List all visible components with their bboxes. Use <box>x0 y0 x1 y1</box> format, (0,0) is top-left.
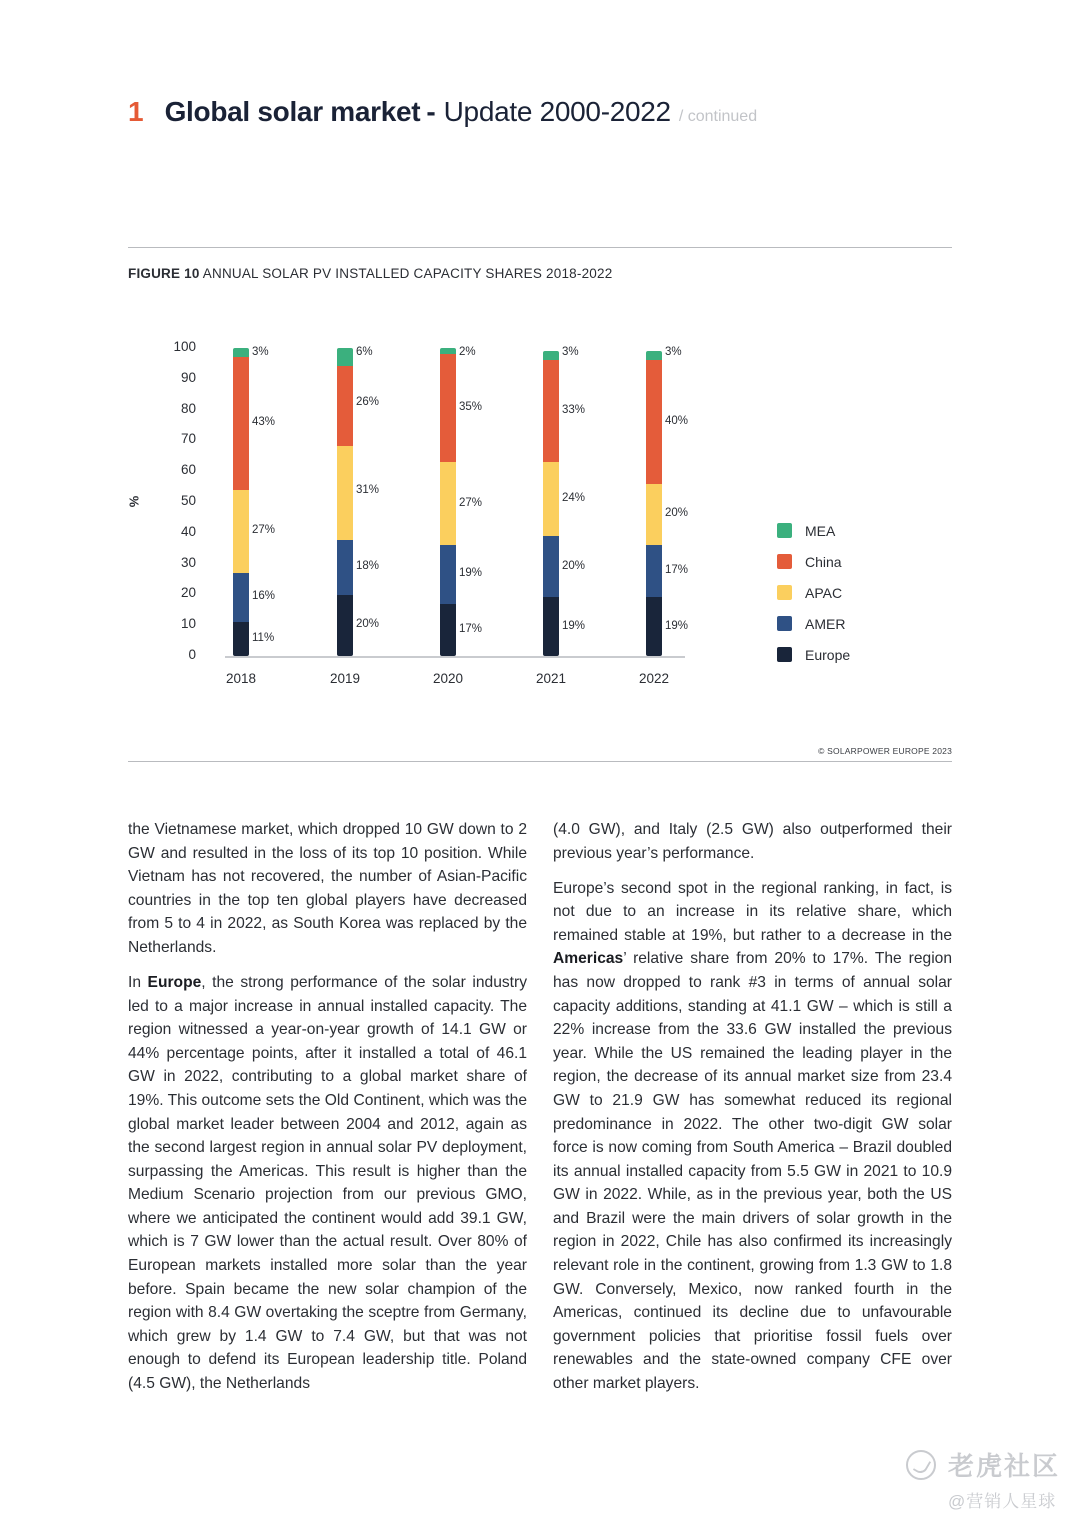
bar-segment-apac <box>440 462 456 545</box>
legend-swatch-icon <box>777 616 792 631</box>
data-label: 11% <box>252 632 275 645</box>
bar-segment-china <box>337 366 353 445</box>
figure-caption <box>128 266 612 281</box>
data-label: 19% <box>562 619 586 632</box>
data-label: 16% <box>252 590 276 603</box>
data-label: 35% <box>459 401 483 414</box>
figure-bottom-divider <box>128 761 952 762</box>
y-tick-label: 50 <box>180 493 196 508</box>
body-column-right <box>553 818 952 1407</box>
bar-segment-amer <box>233 573 249 622</box>
y-tick-label: 90 <box>180 369 196 385</box>
legend-label: APAC <box>805 584 843 601</box>
y-tick-label: 0 <box>188 647 196 662</box>
bar-2021 <box>543 348 559 656</box>
bar-segment-europe <box>337 595 353 656</box>
data-label: 27% <box>459 496 483 509</box>
bar-segment-amer <box>337 540 353 595</box>
bar-segment-china <box>440 354 456 462</box>
legend-item-mea <box>777 515 850 546</box>
data-label: 17% <box>665 564 689 577</box>
title-separator: - <box>426 96 436 127</box>
bar-segment-amer <box>543 536 559 598</box>
legend-label: China <box>805 553 842 570</box>
emphasis-europe: Europe <box>147 973 202 991</box>
paragraph-europe <box>128 971 527 1396</box>
bar-segment-apac <box>337 446 353 541</box>
bar-segment-china <box>233 357 249 489</box>
bar-segment-europe <box>543 597 559 656</box>
data-label: 33% <box>562 404 586 417</box>
bar-2022 <box>646 348 662 656</box>
y-axis-label: % <box>126 495 142 508</box>
y-tick-label: 80 <box>180 400 196 416</box>
y-tick-label: 70 <box>180 431 196 447</box>
data-label: 3% <box>252 346 269 358</box>
paragraph-text: ’ relative share from 20% to 17%. The region has now dropped to rank #3 in terms of annual solar capacity additions, standing at 41.1 GW – which is still a 22% increase from the 33.6 GW installed the previous year. While the US remained the leading player in the region, the decrease of its annual market size from 23.4 GW to 21.9 GW has somewhat reduced its regional predominance in 2022. The other two-digit GW solar force is now coming from South America – Brazil doubled its annual installed capacity from 5.5 GW in 2021 to 10.9 GW in 2022. While, as in the previous year, both the US and Brazil were the main drivers of solar growth in the region in 2022, Chile has also confirmed its increasingly relevant role in the continent, growing from 1.3 GW to 1.8 GW. Conversely, Mexico, now ranked fourth in the Americas, continued its decline due to unfavourable government policies that prioritise fossil fuels over renewables and the state-owned company CFE over other market players. <box>553 950 952 1393</box>
data-label: 19% <box>459 567 483 580</box>
bar-segment-mea <box>233 348 249 357</box>
page-title: Global solar market <box>164 96 421 127</box>
data-label: 43% <box>252 416 276 429</box>
legend-swatch-icon <box>777 523 792 538</box>
bar-segment-amer <box>440 545 456 604</box>
bar-segment-mea <box>646 351 662 360</box>
paragraph: (4.0 GW), and Italy (2.5 GW) also outperformed their previous year’s performance. <box>553 821 952 862</box>
y-tick-label: 40 <box>180 523 196 539</box>
legend-swatch-icon <box>777 585 792 600</box>
legend-swatch-icon <box>777 554 792 569</box>
watermark-main: 老虎社区 <box>948 1451 1061 1481</box>
figure-number: FIGURE 10 <box>128 266 200 281</box>
x-tick-label: 2021 <box>535 671 567 686</box>
bar-segment-europe <box>646 597 662 656</box>
chart-legend <box>777 515 850 670</box>
paragraph-text: , the strong performance of the solar industry led to a major increase in annual installed capacity. The region witnessed a year-on-year growth of 14.1 GW or 44% percentage points, after it installed a total of 46.1 GW in 2022, contributing to a global market share of 19%. This outcome sets the Old Continent, which was the global market leader between 2004 and 2012, again as the second largest region in annual solar PV deployment, surpassing the Americas. This result is higher than the Medium Scenario projection from our previous GMO, where we anticipated the continent would add 39.1 GW, which is 7 GW lower than the actual result. Over 80% of European markets installed more solar than the year before. Spain became the new solar champion of the region with 8.4 GW overtaking the sceptre from Germany, which grew by 1.4 GW to 7.4 GW, but that was not enough to defend its European leadership title. Poland (4.5 GW), the Netherlands <box>128 973 527 1393</box>
legend-swatch-icon <box>777 647 792 662</box>
data-label: 20% <box>665 507 689 520</box>
data-label: 31% <box>356 484 380 497</box>
bar-2020 <box>440 348 456 656</box>
chapter-number: 1 <box>128 96 144 127</box>
y-tick-label: 60 <box>180 462 196 478</box>
figure-copyright: © SOLARPOWER EUROPE 2023 <box>818 746 952 756</box>
legend-item-apac <box>777 577 850 608</box>
emphasis-americas: Americas <box>553 950 624 968</box>
data-label: 20% <box>356 618 380 631</box>
watermark <box>906 1446 1060 1512</box>
bar-segment-mea <box>337 348 353 366</box>
figure-top-divider <box>128 247 952 248</box>
paragraph-text: In <box>128 973 148 991</box>
data-label: 27% <box>252 524 276 537</box>
data-label: 18% <box>356 559 380 572</box>
bar-segment-mea <box>543 351 559 360</box>
y-tick-label: 100 <box>173 339 196 354</box>
data-label: 3% <box>665 346 682 358</box>
data-label: 26% <box>356 396 380 409</box>
x-tick-label: 2022 <box>638 671 670 686</box>
watermark-sub: @营销人星球 <box>948 1492 1057 1511</box>
legend-label: Europe <box>805 646 851 663</box>
tiger-community-logo-icon <box>906 1450 936 1480</box>
body-column-left <box>128 818 527 1407</box>
paragraph-text: Europe’s second spot in the regional ranking, in fact, is not due to an increase in its relative share, which remained stable at 19%, but rather to a decrease in the <box>553 879 952 944</box>
x-axis-line <box>225 656 685 658</box>
bar-segment-apac <box>543 462 559 536</box>
bar-segment-amer <box>646 545 662 597</box>
bar-segment-apac <box>646 484 662 546</box>
y-tick-label: 20 <box>180 585 196 601</box>
legend-item-amer <box>777 608 850 639</box>
figure-title: ANNUAL SOLAR PV INSTALLED CAPACITY SHARES 2018-2022 <box>202 266 613 281</box>
data-label: 20% <box>562 559 586 572</box>
data-label: 17% <box>459 622 483 635</box>
paragraph-americas <box>553 877 952 1396</box>
page-subtitle: Update 2000-2022 <box>443 96 671 127</box>
x-tick-label: 2020 <box>432 671 464 686</box>
data-label: 40% <box>665 414 689 427</box>
data-label: 2% <box>459 346 476 358</box>
bar-segment-china <box>543 360 559 462</box>
data-label: 6% <box>356 346 373 358</box>
paragraph: the Vietnamese market, which dropped 10 GW down to 2 GW and resulted in the loss of its top 10 position. While Vietnam has not recovered, the number of Asian-Pacific countries in the top ten global players have decreased from 5 to 4 in 2022, as South Korea was replaced by the Netherlands. <box>128 821 527 956</box>
bar-segment-europe <box>440 604 456 656</box>
legend-label: AMER <box>805 615 846 632</box>
x-tick-label: 2019 <box>329 671 361 686</box>
legend-label: MEA <box>805 522 836 539</box>
bar-segment-apac <box>233 490 249 573</box>
data-label: 24% <box>562 491 586 504</box>
continued-label: / continued <box>678 108 758 125</box>
y-tick-label: 10 <box>180 616 196 632</box>
bar-2019 <box>337 348 353 656</box>
y-tick-label: 30 <box>180 554 196 570</box>
page-header <box>128 96 757 136</box>
data-label: 19% <box>665 619 689 632</box>
legend-item-europe <box>777 639 850 670</box>
data-label: 3% <box>562 346 579 358</box>
bar-segment-china <box>646 360 662 483</box>
bar-2018 <box>233 348 249 656</box>
x-tick-label: 2018 <box>225 671 257 686</box>
legend-item-china <box>777 546 850 577</box>
bar-segment-europe <box>233 622 249 656</box>
